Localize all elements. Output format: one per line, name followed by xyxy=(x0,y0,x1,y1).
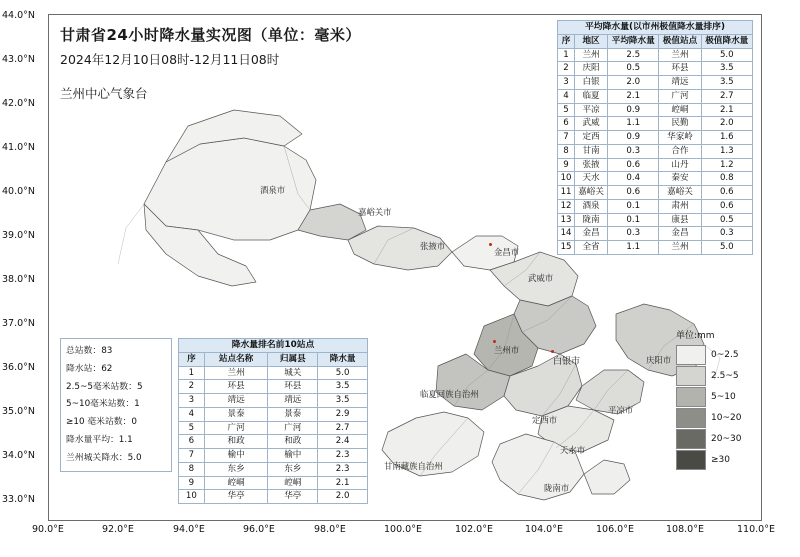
cell: 靖远 xyxy=(659,76,701,90)
legend-item xyxy=(676,386,750,407)
cell: 东乡 xyxy=(268,462,318,476)
table-row xyxy=(558,103,753,117)
cell: 0.6 xyxy=(701,199,752,213)
cell: 0.1 xyxy=(608,213,659,227)
y-tick: 33.0°N xyxy=(2,494,36,505)
cell: 1.3 xyxy=(701,144,752,158)
cell: 山丹 xyxy=(659,158,701,172)
x-tick: 106.0°E xyxy=(596,524,634,535)
cell: 兰州 xyxy=(659,48,701,62)
cell: 2.7 xyxy=(701,89,752,103)
table-row xyxy=(558,131,753,145)
cell: 2.3 xyxy=(318,462,368,476)
y-tick: 34.0°N xyxy=(2,450,36,461)
city-dot-baiyin xyxy=(551,350,554,353)
table-row xyxy=(558,89,753,103)
cell: 金昌 xyxy=(659,227,701,241)
map-label: 定西市 xyxy=(532,415,558,425)
cell: 秦安 xyxy=(659,172,701,186)
cell: 8 xyxy=(558,144,575,158)
stat-line: 降水站：62 xyxy=(66,363,113,374)
cell: 榆中 xyxy=(268,449,318,463)
stat-line: 降水量平均：1.1 xyxy=(66,434,133,445)
stat-line: 总站数：83 xyxy=(66,346,113,356)
legend-unit: 单位:mm xyxy=(676,331,715,341)
cell: 2 xyxy=(558,62,575,76)
legend-label: 2.5~5 xyxy=(711,370,739,381)
top10-table-caption: 降水量排名前10站点 xyxy=(179,339,368,353)
y-tick: 43.0°N xyxy=(2,54,36,65)
cell: 靖远 xyxy=(268,394,318,408)
cell: 民勤 xyxy=(659,117,701,131)
x-tick: 108.0°E xyxy=(666,524,704,535)
cell: 靖远 xyxy=(204,394,268,408)
page-subtitle: 2024年12月10日08时-12月11日08时 xyxy=(60,52,280,67)
legend-label: ≥30 xyxy=(711,454,730,465)
map-label: 兰州市 xyxy=(494,345,520,355)
city-dot-jinchang xyxy=(489,243,492,246)
map-label: 庆阳市 xyxy=(646,355,672,365)
table-row xyxy=(558,199,753,213)
y-tick: 38.0°N xyxy=(2,274,36,285)
page-title: 甘肃省24小时降水量实况图（单位：毫米） xyxy=(60,26,361,44)
station-stats-box xyxy=(60,338,172,472)
cell: 甘南 xyxy=(575,144,608,158)
table-row xyxy=(558,213,753,227)
table-row xyxy=(558,241,753,255)
cell: 0.8 xyxy=(701,172,752,186)
stat-line: ≥10 毫米站数：0 xyxy=(66,417,137,428)
ranking-header: 极值站点 xyxy=(659,34,701,48)
cell: 陇南 xyxy=(575,213,608,227)
ranking-header: 序 xyxy=(558,34,575,48)
table-row xyxy=(558,227,753,241)
cell: 康县 xyxy=(659,213,701,227)
cell: 2.0 xyxy=(318,490,368,504)
stat-line: 兰州城关降水：5.0 xyxy=(66,452,142,463)
cell: 华家岭 xyxy=(659,131,701,145)
table-row xyxy=(558,144,753,158)
cell: 1 xyxy=(179,366,205,380)
cell: 城关 xyxy=(268,366,318,380)
cell: 9 xyxy=(179,476,205,490)
cell: 0.6 xyxy=(608,186,659,200)
cell: 0.4 xyxy=(608,172,659,186)
table-row xyxy=(558,117,753,131)
cell: 9 xyxy=(558,158,575,172)
map-label: 白银市 xyxy=(553,357,581,367)
region-longnan-e xyxy=(584,460,630,494)
ranking-table-caption: 平均降水量(以市州极值降水量排序) xyxy=(558,21,753,35)
cell: 兰州 xyxy=(204,366,268,380)
cell: 广河 xyxy=(268,421,318,435)
cell: 0.5 xyxy=(608,62,659,76)
cell: 金昌 xyxy=(575,227,608,241)
stat-line: 2.5~5毫米站数：5 xyxy=(66,381,143,392)
x-tick: 104.0°E xyxy=(525,524,563,535)
y-tick: 36.0°N xyxy=(2,362,36,373)
cell: 天水 xyxy=(575,172,608,186)
legend-swatch xyxy=(676,387,706,407)
cell: 华亭 xyxy=(268,490,318,504)
table-row xyxy=(558,172,753,186)
cell: 0.3 xyxy=(608,227,659,241)
stat-line: 5~10毫米站数：1 xyxy=(66,399,140,410)
cell: 定西 xyxy=(575,131,608,145)
cell: 7 xyxy=(179,449,205,463)
cell: 崆峒 xyxy=(659,103,701,117)
cell: 0.1 xyxy=(608,199,659,213)
cell: 2.5 xyxy=(608,48,659,62)
table-row xyxy=(179,421,368,435)
x-tick: 110.0°E xyxy=(737,524,775,535)
region-jiuquan xyxy=(144,138,316,240)
cell: 7 xyxy=(558,131,575,145)
cell: 崆峒 xyxy=(268,476,318,490)
ranking-table xyxy=(557,20,753,255)
top10-header: 站点名称 xyxy=(204,352,268,366)
legend-label: 20~30 xyxy=(711,433,742,444)
cell: 武威 xyxy=(575,117,608,131)
cell: 14 xyxy=(558,227,575,241)
cell: 东乡 xyxy=(204,462,268,476)
cell: 华亭 xyxy=(204,490,268,504)
table-row xyxy=(179,380,368,394)
cell: 11 xyxy=(558,186,575,200)
table-row xyxy=(558,158,753,172)
map-label: 金昌市 xyxy=(494,247,520,257)
map-label: 武威市 xyxy=(528,273,554,283)
cell: 5 xyxy=(558,103,575,117)
cell: 环县 xyxy=(268,380,318,394)
table-row xyxy=(179,476,368,490)
cell: 2.9 xyxy=(318,407,368,421)
y-tick: 35.0°N xyxy=(2,406,36,417)
cell: 0.5 xyxy=(701,213,752,227)
cell: 嘉峪关 xyxy=(659,186,701,200)
y-tick: 41.0°N xyxy=(2,142,36,153)
table-row xyxy=(179,435,368,449)
cell: 0.6 xyxy=(701,186,752,200)
cell: 肃州 xyxy=(659,199,701,213)
cell: 兰州 xyxy=(575,48,608,62)
y-tick: 40.0°N xyxy=(2,186,36,197)
city-dot-lanzhou xyxy=(493,340,496,343)
map-label: 陇南市 xyxy=(544,483,570,493)
x-tick: 96.0°E xyxy=(243,524,275,535)
x-tick: 94.0°E xyxy=(173,524,205,535)
table-row xyxy=(558,62,753,76)
cell: 1.1 xyxy=(608,241,659,255)
map-legend xyxy=(676,328,750,470)
table-row xyxy=(558,48,753,62)
table-row xyxy=(179,490,368,504)
cell: 合作 xyxy=(659,144,701,158)
map-label: 张掖市 xyxy=(420,241,446,251)
legend-item xyxy=(676,365,750,386)
table-row xyxy=(558,76,753,90)
cell: 2 xyxy=(179,380,205,394)
map-label: 甘南藏族自治州 xyxy=(384,461,443,471)
cell: 2.0 xyxy=(608,76,659,90)
cell: 1.6 xyxy=(701,131,752,145)
cell: 10 xyxy=(558,172,575,186)
x-tick: 102.0°E xyxy=(455,524,493,535)
top10-header: 序 xyxy=(179,352,205,366)
cell: 3 xyxy=(558,76,575,90)
cell: 0.9 xyxy=(608,131,659,145)
cell: 5.0 xyxy=(318,366,368,380)
cell: 2.1 xyxy=(608,89,659,103)
map-label: 天水市 xyxy=(560,445,586,455)
cell: 白银 xyxy=(575,76,608,90)
cell: 和政 xyxy=(268,435,318,449)
org-name: 兰州中心气象台 xyxy=(60,86,148,101)
y-tick: 42.0°N xyxy=(2,98,36,109)
cell: 环县 xyxy=(659,62,701,76)
cell: 10 xyxy=(179,490,205,504)
legend-swatch xyxy=(676,345,706,365)
cell: 和政 xyxy=(204,435,268,449)
cell: 5.0 xyxy=(701,48,752,62)
cell: 3.5 xyxy=(318,380,368,394)
cell: 6 xyxy=(558,117,575,131)
legend-item xyxy=(676,407,750,428)
cell: 榆中 xyxy=(204,449,268,463)
x-tick: 100.0°E xyxy=(384,524,422,535)
legend-swatch xyxy=(676,450,706,470)
cell: 2.7 xyxy=(318,421,368,435)
cell: 崆峒 xyxy=(204,476,268,490)
table-row xyxy=(179,394,368,408)
cell: 张掖 xyxy=(575,158,608,172)
table-row xyxy=(179,449,368,463)
cell: 平凉 xyxy=(575,103,608,117)
ranking-header: 极值降水量 xyxy=(701,34,752,48)
cell: 景泰 xyxy=(204,407,268,421)
y-tick: 44.0°N xyxy=(2,10,36,21)
x-tick: 90.0°E xyxy=(32,524,64,535)
legend-item xyxy=(676,428,750,449)
cell: 1.1 xyxy=(608,117,659,131)
legend-label: 0~2.5 xyxy=(711,349,739,360)
cell: 广河 xyxy=(659,89,701,103)
map-label: 平凉市 xyxy=(608,405,634,415)
cell: 0.3 xyxy=(608,144,659,158)
cell: 6 xyxy=(179,435,205,449)
legend-swatch xyxy=(676,366,706,386)
top10-header: 归属县 xyxy=(268,352,318,366)
cell: 5 xyxy=(179,421,205,435)
cell: 3.5 xyxy=(701,62,752,76)
cell: 景泰 xyxy=(268,407,318,421)
y-tick: 39.0°N xyxy=(2,230,36,241)
legend-swatch xyxy=(676,408,706,428)
table-row xyxy=(558,186,753,200)
cell: 13 xyxy=(558,213,575,227)
cell: 广河 xyxy=(204,421,268,435)
cell: 3 xyxy=(179,394,205,408)
cell: 1 xyxy=(558,48,575,62)
cell: 兰州 xyxy=(659,241,701,255)
cell: 2.3 xyxy=(318,449,368,463)
cell: 全省 xyxy=(575,241,608,255)
x-tick: 98.0°E xyxy=(314,524,346,535)
legend-item xyxy=(676,449,750,470)
legend-label: 10~20 xyxy=(711,412,742,423)
cell: 1.2 xyxy=(701,158,752,172)
cell: 0.9 xyxy=(608,103,659,117)
cell: 3.5 xyxy=(701,76,752,90)
cell: 4 xyxy=(558,89,575,103)
ranking-header: 地区 xyxy=(575,34,608,48)
map-label: 嘉峪关市 xyxy=(358,207,392,217)
cell: 3.5 xyxy=(318,394,368,408)
legend-item xyxy=(676,344,750,365)
cell: 0.6 xyxy=(608,158,659,172)
cell: 0.3 xyxy=(701,227,752,241)
legend-label: 5~10 xyxy=(711,391,736,402)
cell: 嘉峪关 xyxy=(575,186,608,200)
cell: 庆阳 xyxy=(575,62,608,76)
map-label: 酒泉市 xyxy=(260,185,286,195)
y-tick: 37.0°N xyxy=(2,318,36,329)
cell: 酒泉 xyxy=(575,199,608,213)
cell: 8 xyxy=(179,462,205,476)
legend-swatch xyxy=(676,429,706,449)
table-row xyxy=(179,366,368,380)
top10-table xyxy=(178,338,368,504)
table-row xyxy=(179,407,368,421)
map-label: 临夏回族自治州 xyxy=(420,389,479,399)
cell: 临夏 xyxy=(575,89,608,103)
cell: 2.1 xyxy=(701,103,752,117)
top10-header: 降水量 xyxy=(318,352,368,366)
cell: 15 xyxy=(558,241,575,255)
cell: 5.0 xyxy=(701,241,752,255)
cell: 4 xyxy=(179,407,205,421)
cell: 2.1 xyxy=(318,476,368,490)
cell: 2.0 xyxy=(701,117,752,131)
cell: 12 xyxy=(558,199,575,213)
cell: 2.4 xyxy=(318,435,368,449)
cell: 环县 xyxy=(204,380,268,394)
table-row xyxy=(179,462,368,476)
x-tick: 92.0°E xyxy=(102,524,134,535)
ranking-header: 平均降水量 xyxy=(608,34,659,48)
